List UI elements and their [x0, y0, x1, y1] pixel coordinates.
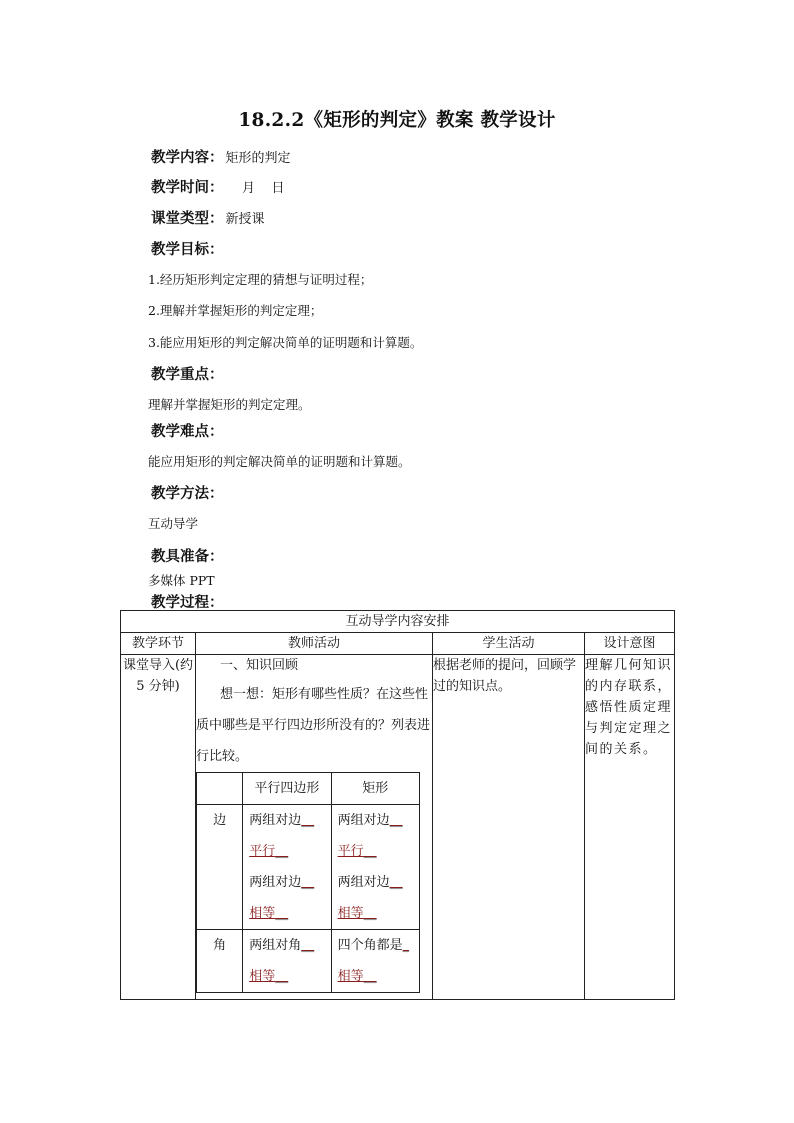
field-value: 矩形的判定 — [225, 151, 291, 166]
field-label: 教学重点： — [151, 366, 224, 383]
column-header: 教学环节 — [121, 633, 196, 655]
cell-text: 两组对角 — [249, 938, 302, 953]
goal-item: 3.能应用矩形的判定解决简单的证明题和计算题。 — [148, 335, 423, 350]
table-row — [121, 655, 675, 1000]
field-label: 课堂类型： — [151, 210, 224, 227]
table-caption: 互动导学内容安排 — [121, 611, 675, 633]
inner-header: 平行四边形 — [243, 773, 331, 805]
field-label: 教具准备： — [151, 548, 224, 565]
design-intent-cell: 理解几何知识的内存联系，感悟性质定理与判定定理之间的关系。 — [585, 655, 675, 1000]
teacher-activity-cell — [196, 655, 433, 1000]
field-label: 教学方法： — [151, 485, 224, 502]
field-label: 教学目标： — [151, 241, 224, 258]
field-difficulty — [151, 420, 224, 441]
answer-text: 相等 — [249, 906, 276, 921]
column-header: 教师活动 — [196, 633, 433, 655]
teacher-heading: 一、知识回顾 — [220, 658, 299, 673]
column-header: 学生活动 — [433, 633, 585, 655]
cell-text: 四个角都是 — [337, 938, 403, 953]
row-name: 角 — [197, 930, 243, 993]
field-time — [151, 176, 285, 197]
cell-text: 两组对边 — [337, 875, 390, 890]
field-value: 新授课 — [225, 212, 265, 227]
field-value: 月 日 — [225, 181, 285, 196]
field-key — [151, 363, 224, 384]
parallelogram-cell: 两组对角__ 相等__ — [243, 930, 331, 993]
field-label: 教学内容： — [151, 149, 224, 166]
cell-text: 两组对边 — [249, 875, 302, 890]
cell-text: 两组对边 — [249, 813, 302, 828]
parallelogram-cell: 两组对边__ 平行__ 两组对边__ 相等__ — [243, 805, 331, 930]
goal-item: 1.经历矩形判定定理的猜想与证明过程； — [148, 272, 373, 287]
column-header: 设计意图 — [585, 633, 675, 655]
link-cell: 课堂导入(约 5 分钟) — [121, 655, 196, 1000]
answer-text: 相等 — [337, 906, 364, 921]
method-text: 互动导学 — [148, 516, 199, 531]
field-type — [151, 207, 265, 228]
field-tools — [151, 545, 224, 566]
cell-text: 两组对边 — [337, 813, 390, 828]
answer-text: 相等 — [337, 969, 364, 984]
teacher-text: 想一想：矩形有哪些性质？在这些性质中哪些是平行四边形所没有的？列表进行比较。 — [196, 687, 431, 764]
answer-text: 平行 — [249, 844, 276, 859]
inner-header: 矩形 — [331, 773, 419, 805]
tools-text: 多媒体 PPT — [148, 573, 215, 588]
answer-text: 相等 — [249, 969, 276, 984]
rectangle-cell: 两组对边__ 平行__ 两组对边__ 相等__ — [331, 805, 419, 930]
inner-header — [197, 773, 243, 805]
student-activity-cell: 根据老师的提问，回顾学过的知识点。 — [433, 655, 585, 1000]
field-label: 教学时间： — [151, 179, 224, 196]
rectangle-cell: 四个角都是_ 相等__ — [331, 930, 419, 993]
process-table — [120, 610, 675, 1000]
answer-text: 平行 — [337, 844, 364, 859]
field-label: 教学过程： — [151, 594, 224, 611]
field-method — [151, 482, 224, 503]
difficulty-text: 能应用矩形的判定解决简单的证明题和计算题。 — [148, 454, 411, 469]
field-goals — [151, 238, 224, 259]
comparison-table — [196, 772, 420, 993]
page-title: 18.2.2《矩形的判定》教案 教学设计 — [238, 110, 556, 131]
field-process — [151, 591, 224, 612]
field-content — [151, 146, 291, 167]
row-name: 边 — [197, 805, 243, 930]
goal-item: 2.理解并掌握矩形的判定定理； — [148, 303, 323, 318]
inner-row — [197, 805, 420, 930]
inner-row — [197, 930, 420, 993]
key-text: 理解并掌握矩形的判定定理。 — [148, 397, 311, 412]
field-label: 教学难点： — [151, 423, 224, 440]
